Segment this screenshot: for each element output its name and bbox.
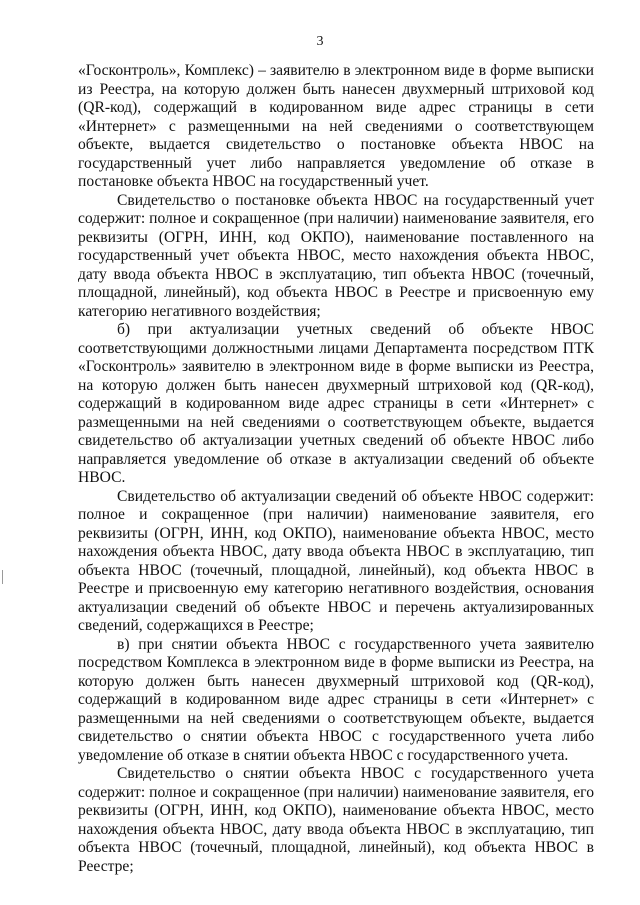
paragraph-actualization-certificate: Свидетельство об актуализации сведений об объекте НВОС содержит: полное и сокращенное (при наличии) наименование заявителя, его реквизиты (ОГРН, ИНН, код ОКПО), наименование объекта НВОС, место нахождения объекта НВОС, дату ввода объекта НВОС в эксплуатацию, тип объекта НВОС (точечный, площадной, линейный), код объекта НВОС в Реестре и присвоенную ему категорию негативного воздействия, основания актуализации сведений об объекте НВОС и перечень актуализированных сведений, содержащихся в Реестре;	[78, 487, 594, 634]
scan-edge-mark	[2, 570, 3, 584]
page-number: 3	[316, 34, 324, 49]
paragraph-deregistration-certificate: Свидетельство о снятии объекта НВОС с государственного учета содержит: полное и сокращенное (при наличии) наименование заявителя, его реквизиты (ОГРН, ИНН, код ОКПО), наименование объекта НВОС, место нахождения объекта НВОС, дату ввода объекта НВОС в эксплуатацию, тип объекта НВОС (точечный, площадной, линейный), код объекта НВОС в Реестре;	[78, 765, 594, 875]
paragraph-item-b-actualization: б) при актуализации учетных сведений об объекте НВОС соответствующими должностными лицами Департамента посредством ПТК «Госконтроль» заявителю в электронном виде в форме выписки из Реестра, на которую должен быть нанесен двухмерный штриховой код (QR-код), содержащий в кодированном виде адрес страницы в сети «Интернет» с размещенными на ней сведениями о соответствующем объекте, выдается свидетельство об актуализации учетных сведений об объекте НВОС либо направляется уведомление об отказе в актуализации сведений об объекте НВОС.	[78, 321, 594, 486]
document-body	[78, 62, 594, 876]
paragraph-item-v-deregistration: в) при снятии объекта НВОС с государственного учета заявителю посредством Комплекса в электронном виде в форме выписки из Реестра, на которую должен быть нанесен двухмерный штриховой код (QR-код), содержащий в кодированном виде адрес страницы в сети «Интернет» с размещенными на ней сведениями о соответствующем объекте, выдается свидетельство о снятии объекта НВОС с государственного учета либо уведомление об отказе в снятии объекта НВОС с государственного учета.	[78, 635, 594, 764]
paragraph-continuation: «Госконтроль», Комплекс) – заявителю в электронном виде в форме выписки из Реестра, на которую должен быть нанесен двухмерный штриховой код (QR-код), содержащий в кодированном виде адрес страницы в сети «Интернет» с размещенными на ней сведениями о соответствующем объекте, выдается свидетельство о постановке объекта НВОС на государственный учет либо направляется уведомление об отказе в постановке объекта НВОС на государственный учет.	[78, 62, 594, 190]
paragraph-registration-certificate: Свидетельство о постановке объекта НВОС на государственный учет содержит: полное и сокращенное (при наличии) наименование заявителя, его реквизиты (ОГРН, ИНН, код ОКПО), наименование поставленного на государственный учет объекта НВОС, место нахождения объекта НВОС, дату ввода объекта НВОС в эксплуатацию, тип объекта НВОС (точечный, площадной, линейный), код объекта НВОС в Реестре и присвоенную ему категорию негативного воздействия;	[78, 191, 594, 320]
